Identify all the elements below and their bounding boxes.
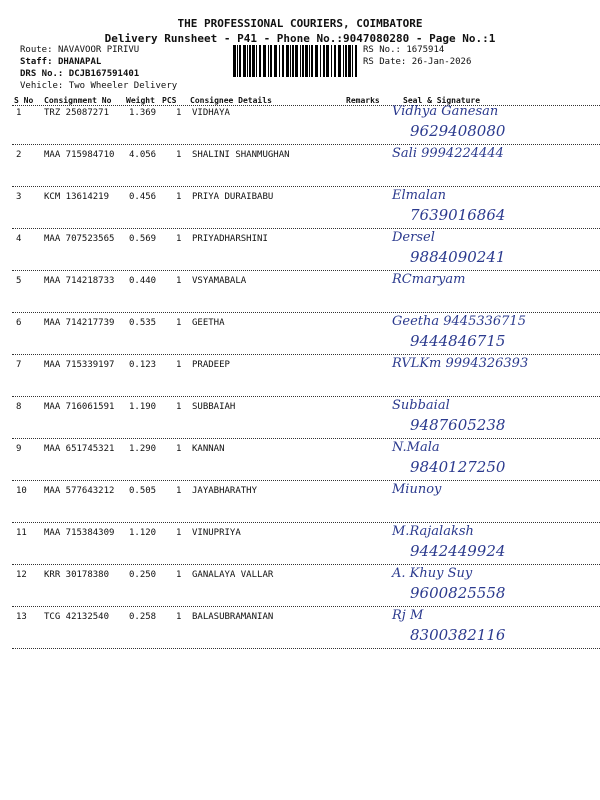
barcode-bar: [334, 45, 336, 77]
staff-value: DHANAPAL: [57, 57, 102, 67]
cell-consignee: VINUPRIYA: [192, 528, 241, 538]
cell-weight: 0.258: [129, 612, 157, 622]
signature-handwriting: RVLKm 9994326393: [392, 356, 529, 371]
barcode-bar: [243, 45, 246, 77]
cell-weight: 4.056: [129, 150, 157, 160]
cell-pcs: 1: [176, 192, 182, 202]
cell-consignee: KANNAN: [192, 444, 225, 454]
cell-consignee: SUBBAIAH: [192, 402, 236, 412]
drs-line: [20, 69, 139, 79]
barcode-bar: [270, 45, 272, 77]
cell-consignment: MAA 707523565: [44, 234, 115, 244]
barcode-bar: [282, 45, 284, 77]
cell-pcs: 1: [176, 108, 182, 118]
row-divider: [12, 396, 600, 397]
cell-sno: 1: [16, 108, 22, 118]
row-divider: [12, 480, 600, 481]
barcode-bar: [345, 45, 347, 77]
signature-handwriting: RCmaryam: [392, 272, 466, 287]
row-divider: [12, 228, 600, 229]
header-divider: [12, 105, 600, 106]
col-header-weight: Weight: [126, 96, 155, 105]
col-header-pcs: PCS: [162, 96, 177, 105]
barcode-bar: [256, 45, 257, 77]
row-divider: [12, 270, 600, 271]
row-divider: [12, 144, 600, 145]
cell-consignment: MAA 714217739: [44, 318, 115, 328]
col-header-sno: S No: [14, 96, 34, 105]
route-line: [20, 45, 139, 55]
cell-consignee: VIDHAYA: [192, 108, 230, 118]
company-title: THE PROFESSIONAL COURIERS, COIMBATORE: [177, 17, 423, 30]
cell-consignee: GANALAYA VALLAR: [192, 570, 274, 580]
signature-phone: 9884090241: [410, 248, 506, 266]
staff-line: [20, 57, 101, 67]
barcode-bar: [302, 45, 304, 77]
cell-pcs: 1: [176, 150, 182, 160]
col-header-signature: Seal & Signature: [403, 96, 481, 105]
cell-pcs: 1: [176, 570, 182, 580]
barcode-bar: [309, 45, 310, 77]
barcode-bar: [323, 45, 325, 77]
barcode-bar: [355, 45, 357, 77]
signature-handwriting: M.Rajalaksh: [392, 524, 474, 539]
barcode-bar: [233, 45, 236, 77]
barcode-bar: [279, 45, 280, 77]
cell-consignee: VSYAMABALA: [192, 276, 247, 286]
rs-date-value: 26-Jan-2026: [411, 57, 472, 67]
signature-phone: 9629408080: [410, 122, 506, 140]
cell-consignee: SHALINI SHANMUGHAN: [192, 150, 290, 160]
cell-pcs: 1: [176, 276, 182, 286]
barcode-bar: [286, 45, 289, 77]
cell-sno: 3: [16, 192, 22, 202]
rs-no-label: RS No.:: [363, 45, 401, 55]
cell-sno: 13: [16, 612, 27, 622]
cell-consignment: TRZ 25087271: [44, 108, 110, 118]
cell-pcs: 1: [176, 486, 182, 496]
cell-sno: 2: [16, 150, 22, 160]
cell-pcs: 1: [176, 612, 182, 622]
signature-handwriting: Subbaial: [392, 398, 450, 413]
cell-sno: 12: [16, 570, 27, 580]
barcode-bar: [315, 45, 318, 77]
cell-sno: 8: [16, 402, 22, 412]
staff-label: Staff:: [20, 57, 53, 67]
cell-weight: 1.290: [129, 444, 157, 454]
cell-weight: 1.190: [129, 402, 157, 412]
barcode-bar: [263, 45, 266, 77]
barcode-bar: [274, 45, 277, 77]
row-divider: [12, 606, 600, 607]
barcode-bar: [348, 45, 351, 77]
cell-sno: 5: [16, 276, 22, 286]
barcode-bar: [292, 45, 294, 77]
signature-handwriting: Geetha 9445336715: [392, 314, 526, 329]
signature-handwriting: Sali 9994224444: [392, 146, 504, 161]
signature-handwriting: A. Khuy Suy: [392, 566, 473, 581]
cell-consignment: KCM 13614219: [44, 192, 110, 202]
row-divider: [12, 648, 600, 649]
barcode-bar: [320, 45, 321, 77]
cell-sno: 4: [16, 234, 22, 244]
cell-consignment: TCG 42132540: [44, 612, 110, 622]
cell-consignee: PRIYA DURAIBABU: [192, 192, 274, 202]
cell-consignment: MAA 716061591: [44, 402, 115, 412]
row-divider: [12, 354, 600, 355]
drs-value: DCJB167591401: [68, 69, 140, 79]
barcode-bar: [247, 45, 248, 77]
signature-phone: 9840127250: [410, 458, 506, 476]
signature-phone: 8300382116: [410, 626, 506, 644]
cell-consignment: MAA 651745321: [44, 444, 115, 454]
row-divider: [12, 522, 600, 523]
barcode-bar: [338, 45, 341, 77]
col-header-remarks: Remarks: [346, 96, 380, 105]
cell-consignment: MAA 715339197: [44, 360, 115, 370]
barcode-bar: [295, 45, 298, 77]
cell-sno: 11: [16, 528, 27, 538]
signature-handwriting: Elmalan: [392, 188, 447, 203]
cell-sno: 10: [16, 486, 27, 496]
signature-handwriting: Vidhya Ganesan: [392, 104, 499, 119]
route-label: Route:: [20, 45, 53, 55]
cell-consignment: MAA 577643212: [44, 486, 115, 496]
cell-weight: 0.250: [129, 570, 157, 580]
cell-pcs: 1: [176, 444, 182, 454]
cell-pcs: 1: [176, 360, 182, 370]
barcode-bar: [268, 45, 269, 77]
cell-consignee: BALASUBRAMANIAN: [192, 612, 274, 622]
drs-label: DRS No.:: [20, 69, 64, 79]
cell-consignment: MAA 715384309: [44, 528, 115, 538]
rs-date-line: [363, 57, 471, 67]
runsheet-subtitle: Delivery Runsheet - P41 - Phone No.:9047080280 - Page No.:1: [104, 32, 496, 45]
cell-weight: 0.505: [129, 486, 157, 496]
vehicle-value: Two Wheeler Delivery: [68, 81, 178, 91]
cell-pcs: 1: [176, 402, 182, 412]
row-divider: [12, 438, 600, 439]
cell-pcs: 1: [176, 528, 182, 538]
cell-weight: 0.456: [129, 192, 157, 202]
row-divider: [12, 564, 600, 565]
cell-weight: 1.369: [129, 108, 157, 118]
rs-no-value: 1675914: [406, 45, 445, 55]
cell-pcs: 1: [176, 318, 182, 328]
barcode-bar: [249, 45, 251, 77]
signature-phone: 9600825558: [410, 584, 506, 602]
barcode-bar: [259, 45, 261, 77]
barcode-bar: [331, 45, 332, 77]
signature-phone: 9444846715: [410, 332, 506, 350]
cell-consignee: PRIYADHARSHINI: [192, 234, 268, 244]
cell-consignee: PRADEEP: [192, 360, 230, 370]
cell-weight: 0.440: [129, 276, 157, 286]
row-divider: [12, 186, 600, 187]
signature-handwriting: Miunoy: [392, 482, 442, 497]
signature-handwriting: Dersel: [392, 230, 435, 245]
signature-handwriting: Rj M: [392, 608, 424, 623]
signature-phone: 7639016864: [410, 206, 506, 224]
signature-handwriting: N.Mala: [392, 440, 440, 455]
rs-no-line: [363, 45, 444, 55]
barcode-bar: [343, 45, 344, 77]
barcode-bar: [305, 45, 308, 77]
cell-consignment: KRR 30178380: [44, 570, 110, 580]
signature-phone: 9487605238: [410, 416, 506, 434]
cell-consignee: GEETHA: [192, 318, 225, 328]
cell-consignment: MAA 714218733: [44, 276, 115, 286]
barcode-bar: [311, 45, 313, 77]
col-header-consignee: Consignee Details: [190, 96, 272, 105]
barcode-bar: [352, 45, 353, 77]
col-header-consignment: Consignment No: [44, 96, 112, 105]
cell-weight: 0.123: [129, 360, 157, 370]
barcode-bar: [326, 45, 329, 77]
cell-weight: 0.535: [129, 318, 157, 328]
cell-sno: 7: [16, 360, 22, 370]
barcode-bar: [290, 45, 291, 77]
row-divider: [12, 312, 600, 313]
barcode-bar: [237, 45, 238, 77]
barcode-bar: [239, 45, 241, 77]
route-value: NAVAVOOR PIRIVU: [57, 45, 140, 55]
barcode-bar: [252, 45, 255, 77]
barcode-bar: [300, 45, 301, 77]
cell-pcs: 1: [176, 234, 182, 244]
cell-consignment: MAA 715984710: [44, 150, 115, 160]
signature-phone: 9442449924: [410, 542, 506, 560]
rs-date-label: RS Date:: [363, 57, 407, 67]
cell-consignee: JAYABHARATHY: [192, 486, 258, 496]
cell-weight: 0.569: [129, 234, 157, 244]
vehicle-label: Vehicle:: [20, 81, 64, 91]
barcode-icon: [232, 45, 358, 77]
cell-weight: 1.120: [129, 528, 157, 538]
cell-sno: 9: [16, 444, 22, 454]
vehicle-line: [20, 81, 177, 91]
cell-sno: 6: [16, 318, 22, 328]
